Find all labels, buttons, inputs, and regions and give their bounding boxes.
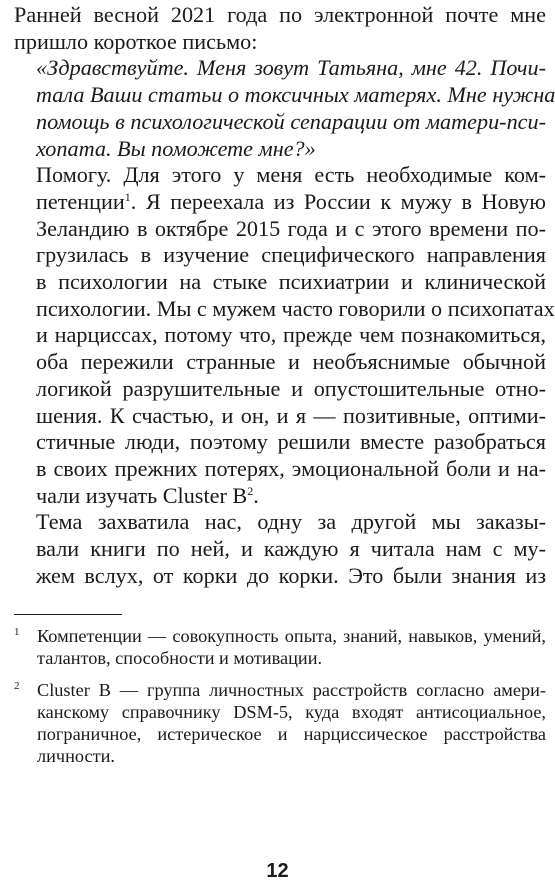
text-line: тала Ваши статьи о токсичных матерях. Мне нужна [36, 82, 555, 108]
page-number: 12 [266, 860, 289, 882]
paragraph-competencies [14, 162, 555, 509]
footnote-divider [14, 614, 122, 615]
paragraph-intro [14, 2, 546, 55]
footnote-2 [14, 679, 546, 768]
text-line: в своих прежних потерях, эмоциональной боли и на- [36, 455, 546, 481]
footnote-line: личности. [37, 746, 115, 767]
text-segment: петенции [36, 188, 125, 214]
text-line: логикой разрушительные и опустошительные отно- [36, 375, 546, 401]
text-line: Ранней весной 2021 года по электронной почте мне [14, 2, 546, 27]
body-text [14, 2, 555, 589]
footnote-mark: 1 [14, 626, 20, 638]
text-segment: . [253, 482, 259, 508]
text-line: оба пережили странные и необъяснимые обычной [36, 349, 546, 375]
text-line: хопата. Вы поможете мне?» [36, 135, 316, 161]
footnote-line: талантов, способности и мотивации. [37, 648, 323, 669]
text-line-with-footnote-ref [14, 483, 546, 510]
footnote-1 [14, 625, 546, 670]
text-line: стичные люди, поэтому решили вместе разобраться [36, 429, 546, 455]
text-line: вали книги по ней, и каждую я читала нам с му- [36, 536, 546, 562]
text-segment: . Я переехала из России к мужу в Новую [130, 188, 546, 214]
text-line: шения. К счастью, и он, и я — позитивные, оптими- [36, 402, 546, 428]
paragraph-books [14, 509, 546, 589]
text-line: и нарциссах, потому что, прежде чем познакомиться, [36, 322, 546, 348]
footnote-line: Компетенции — совокупность опыта, знаний, навыков, умений, [37, 626, 546, 646]
footnote-line: пограничное, истерическое и нарциссическое расстройства [37, 724, 546, 745]
text-line: психологии. Мы с мужем часто говорили о психопатах [36, 295, 555, 321]
text-line: в психологии на стыке психиатрии и клинической [36, 269, 546, 295]
text-line: Помогу. Для этого у меня есть необходимые ком- [36, 162, 546, 188]
text-line: Зеландию в октябре 2015 года и с этого времени по- [36, 215, 546, 241]
text-line: пришло короткое письмо: [14, 28, 258, 54]
text-segment: чали изучать Cluster B [36, 482, 248, 508]
text-line: «Здравствуйте. Меня зовут Татьяна, мне 42. Почи- [36, 55, 546, 81]
text-line: Тема захватила нас, одну за другой мы заказы- [36, 509, 546, 535]
text-line-with-footnote-ref [14, 189, 546, 216]
footnote-mark: 2 [14, 679, 20, 692]
text-line: помощь в психологической сепарации от матери-пси- [36, 108, 546, 134]
footnote-line: Cluster B — группа личностных расстройств согласно амери- [37, 679, 546, 700]
text-line: грузилась в изучение специфического направления [36, 242, 546, 268]
paragraph-quote [14, 55, 555, 162]
footnote-ref-1[interactable]: 1 [124, 189, 131, 204]
footnote-ref-2[interactable]: 2 [247, 483, 254, 498]
footnote-line: канскому справочнику DSM-5, куда входят антисоциальное, [37, 701, 546, 722]
footnotes [14, 625, 546, 777]
text-line: жем вслух, от корки до корки. Это были знания из [36, 562, 546, 588]
